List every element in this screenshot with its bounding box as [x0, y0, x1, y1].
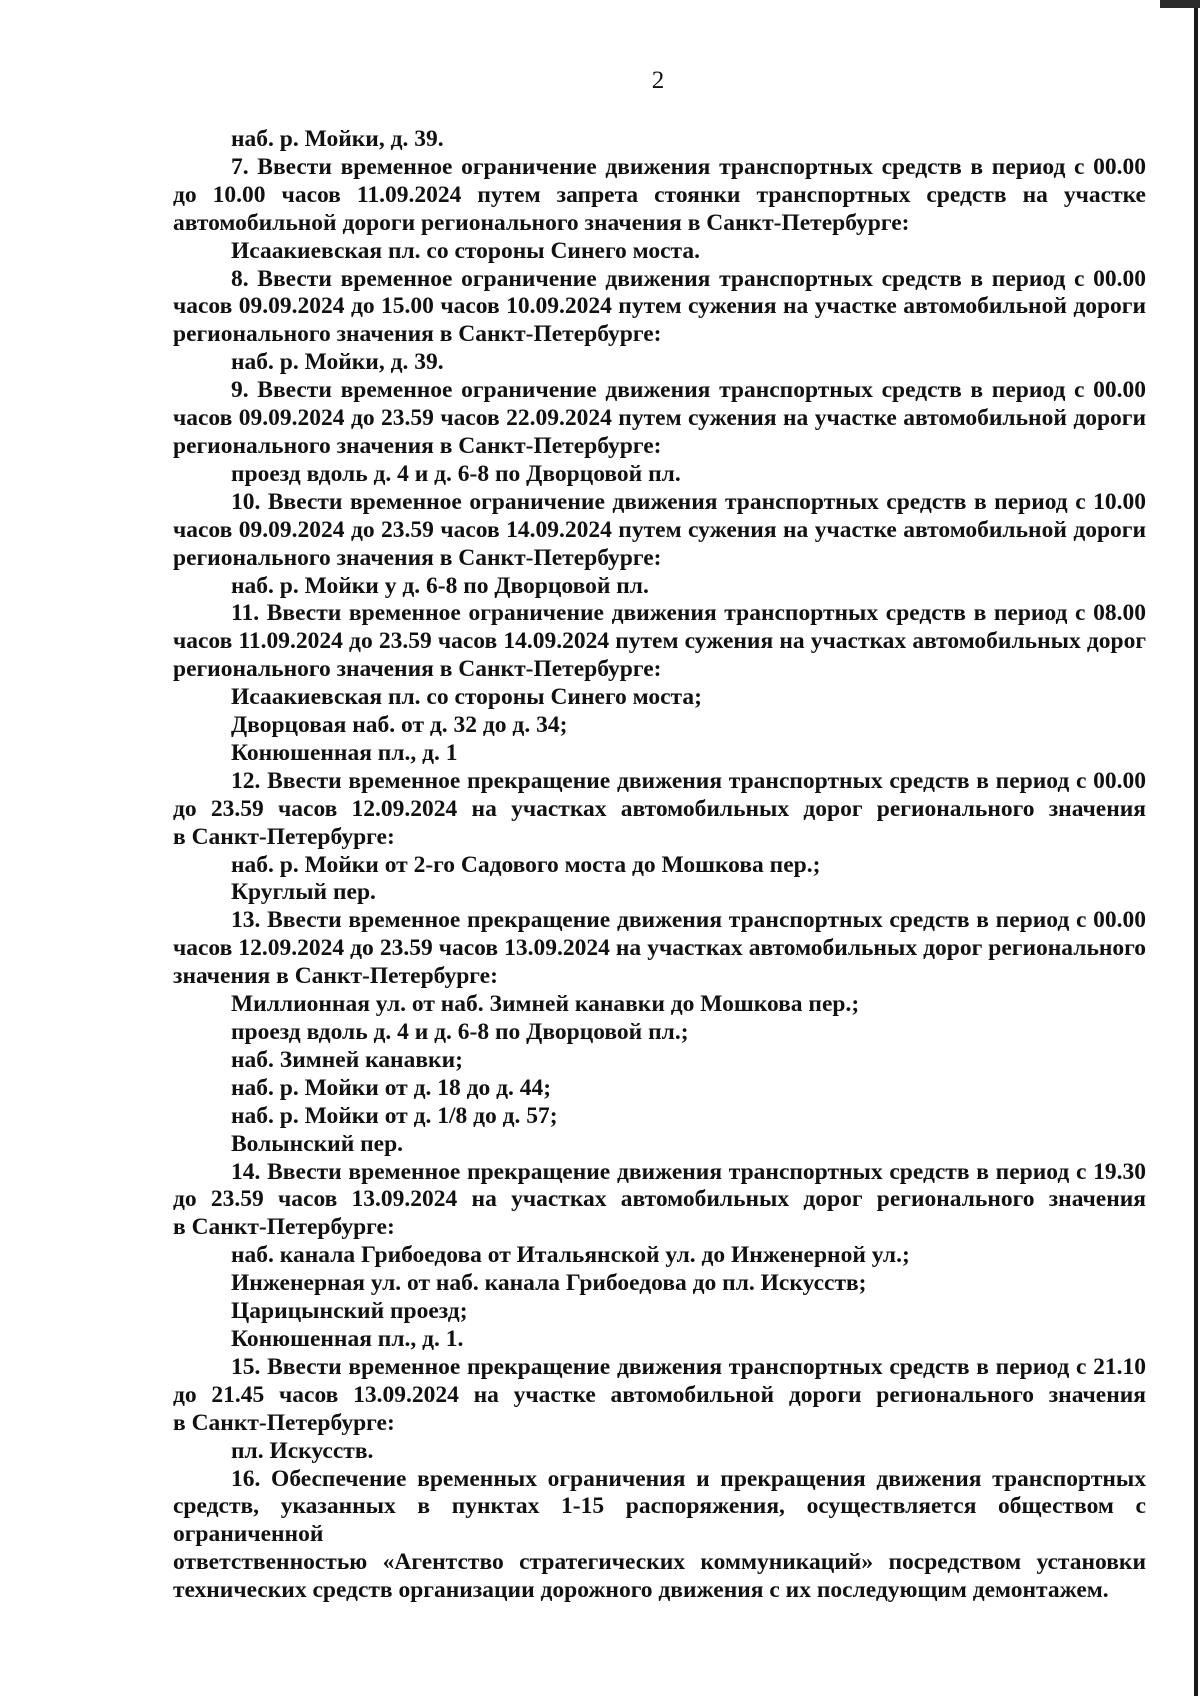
list-item-line: пл. Искусств.	[231, 1437, 374, 1464]
list-item-line: Царицынский проезд;	[231, 1298, 468, 1325]
list-item-line: наб. р. Мойки, д. 39.	[231, 349, 444, 376]
paragraph-last-line: в Санкт-Петербурге:	[173, 1409, 395, 1436]
paragraph-line: до 10.00 часов 11.09.2024 путем запрета стоянки транспортных средств на участке	[173, 181, 1146, 208]
paragraph-last-line: регионального значения в Санкт-Петербурге:	[173, 656, 662, 683]
paragraph-line: до 23.59 часов 12.09.2024 на участках автомобильных дорог регионального значения	[173, 795, 1146, 822]
paragraph-first-line: 8. Ввести временное ограничение движения транспортных средств в период с 00.00	[231, 265, 1146, 292]
paragraph-line: до 23.59 часов 13.09.2024 на участках автомобильных дорог регионального значения	[173, 1186, 1146, 1213]
list-item-line: Исаакиевская пл. со стороны Синего моста;	[231, 684, 702, 711]
paragraph-first-line: 10. Ввести временное ограничение движения транспортных средств в период с 10.00	[231, 488, 1146, 515]
list-item-line: наб. р. Мойки у д. 6-8 по Дворцовой пл.	[231, 572, 649, 599]
list-item-line: Круглый пер.	[231, 879, 376, 906]
paragraph-first-line: 11. Ввести временное ограничение движения транспортных средств в период с 08.00	[231, 600, 1146, 627]
list-item-line: наб. р. Мойки от 2-го Садового моста до Мошкова пер.;	[231, 851, 821, 878]
document-body	[173, 126, 1146, 1605]
page-number: 2	[651, 67, 665, 94]
paragraph-first-line: 9. Ввести временное ограничение движения транспортных средств в период с 00.00	[231, 377, 1146, 404]
list-item-line: проезд вдоль д. 4 и д. 6-8 по Дворцовой пл.;	[231, 1019, 689, 1045]
list-item-line: наб. Зимней канавки;	[231, 1046, 463, 1073]
list-item-line: проезд вдоль д. 4 и д. 6-8 по Дворцовой пл.	[231, 460, 681, 487]
paragraph-line: часов 09.09.2024 до 23.59 часов 14.09.2024 путем сужения на участке автомобильной дороги	[173, 516, 1146, 543]
paragraph-last-line: автомобильной дороги регионального значения в Санкт-Петербурге:	[173, 209, 910, 236]
paragraph-line: ответственностью «Агентство стратегических коммуникаций» посредством установки	[173, 1549, 1146, 1576]
list-item-line: Миллионная ул. от наб. Зимней канавки до Мошкова пер.;	[231, 991, 860, 1018]
paragraph-last-line: в Санкт-Петербурге:	[173, 1214, 395, 1241]
list-item-line: Исаакиевская пл. со стороны Синего моста.	[231, 237, 700, 264]
paragraph-first-line: 12. Ввести временное прекращение движения транспортных средств в период с 00.00	[231, 767, 1146, 794]
list-item-line: Инженерная ул. от наб. канала Грибоедова до пл. Искусств;	[231, 1270, 867, 1297]
paragraph-last-line: технических средств организации дорожного движения с их последующим демонтажем.	[173, 1577, 1109, 1604]
paragraph-first-line: 16. Обеспечение временных ограничения и прекращения движения транспортных	[231, 1465, 1146, 1492]
paragraph-first-line: 15. Ввести временное прекращение движения транспортных средств в период с 21.10	[231, 1353, 1146, 1380]
list-item-line: Волынский пер.	[231, 1130, 404, 1157]
scan-edge-line	[1194, 0, 1198, 1696]
list-item-line: наб. р. Мойки, д. 39.	[231, 126, 444, 152]
paragraph-last-line: регионального значения в Санкт-Петербурге:	[173, 544, 662, 571]
list-item-line: Конюшенная пл., д. 1.	[231, 1325, 464, 1352]
paragraph-last-line: значения в Санкт-Петербурге:	[173, 963, 498, 990]
paragraph-first-line: 13. Ввести временное прекращение движения транспортных средств в период с 00.00	[231, 907, 1146, 934]
paragraph-line: часов 09.09.2024 до 23.59 часов 22.09.2024 путем сужения на участке автомобильной дороги	[173, 405, 1146, 432]
paragraph-line: часов 11.09.2024 до 23.59 часов 14.09.2024 путем сужения на участках автомобильных дорог	[173, 628, 1146, 655]
paragraph-line: часов 12.09.2024 до 23.59 часов 13.09.2024 на участках автомобильных дорог регионального	[173, 935, 1146, 962]
paragraph-first-line: 7. Ввести временное ограничение движения транспортных средств в период с 00.00	[231, 153, 1146, 180]
paragraph-first-line: 14. Ввести временное прекращение движения транспортных средств в период с 19.30	[231, 1158, 1146, 1185]
scan-edge-mark	[1160, 0, 1200, 8]
list-item-line: Конюшенная пл., д. 1	[231, 739, 458, 766]
list-item-line: наб. р. Мойки от д. 1/8 до д. 57;	[231, 1102, 558, 1129]
paragraph-last-line: в Санкт-Петербурге:	[173, 823, 395, 850]
paragraph-last-line: регионального значения в Санкт-Петербурге:	[173, 321, 662, 348]
paragraph-line: средств, указанных в пунктах 1-15 распоряжения, осуществляется обществом с ограниченной	[173, 1493, 1146, 1548]
paragraph-last-line: регионального значения в Санкт-Петербурге:	[173, 432, 662, 459]
paragraph-line: до 21.45 часов 13.09.2024 на участке автомобильной дороги регионального значения	[173, 1381, 1146, 1408]
list-item-line: наб. р. Мойки от д. 18 до д. 44;	[231, 1074, 552, 1101]
paragraph-line: часов 09.09.2024 до 15.00 часов 10.09.2024 путем сужения на участке автомобильной дороги	[173, 293, 1146, 320]
list-item-line: наб. канала Грибоедова от Итальянской ул. до Инженерной ул.;	[231, 1242, 910, 1269]
list-item-line: Дворцовая наб. от д. 32 до д. 34;	[231, 712, 568, 739]
